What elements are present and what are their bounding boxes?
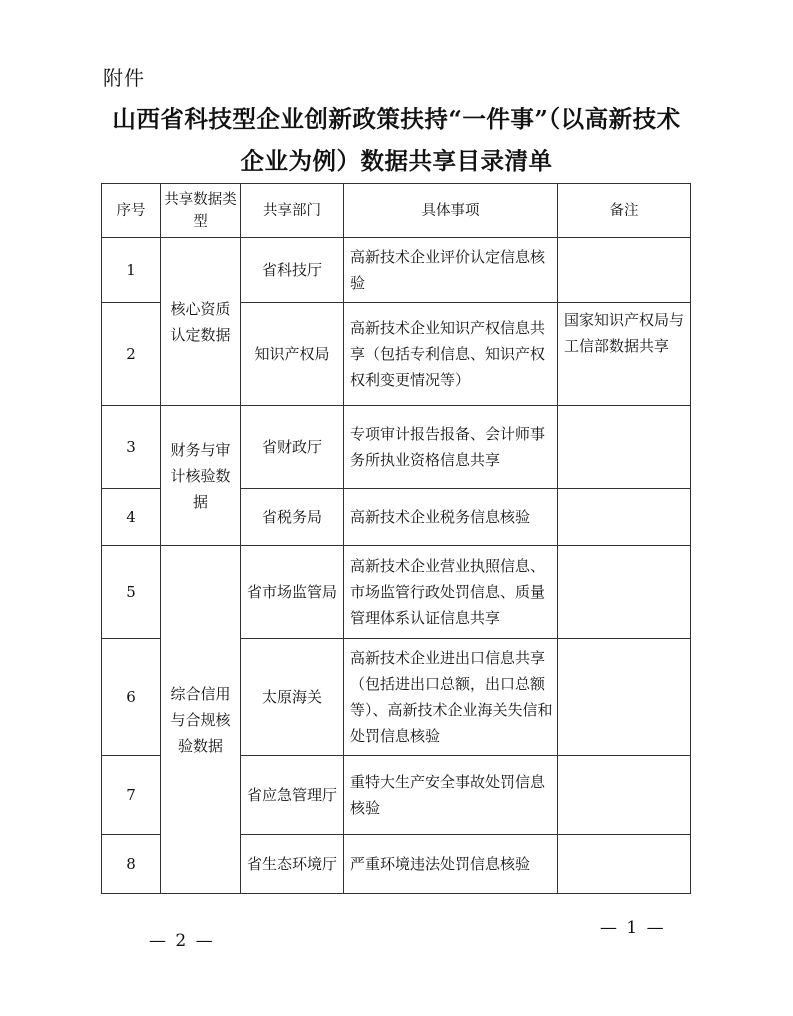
- data-type-group: 综合信用与合规核验数据: [161, 546, 241, 894]
- row-item: 严重环境违法处罚信息核验: [344, 835, 558, 894]
- row-note: [558, 406, 691, 489]
- row-dept: 省应急管理厅: [241, 756, 344, 835]
- row-dept: 省税务局: [241, 489, 344, 546]
- row-num: 6: [102, 639, 161, 756]
- document-title: [100, 98, 693, 182]
- row-note: [558, 546, 691, 639]
- attachment-label: 附件: [103, 66, 145, 90]
- table-row: [102, 546, 691, 639]
- row-num: 4: [102, 489, 161, 546]
- row-dept: 省生态环境厅: [241, 835, 344, 894]
- row-item: 高新技术企业知识产权信息共享（包括专利信息、知识产权权利变更情况等）: [344, 303, 558, 406]
- data-sharing-catalog-table: [101, 183, 691, 894]
- row-note: [558, 639, 691, 756]
- page-number-left: — 2 —: [149, 931, 215, 951]
- row-dept: 省市场监管局: [241, 546, 344, 639]
- table-row: [102, 238, 691, 303]
- row-note: [558, 756, 691, 835]
- page-number-right: — 1 —: [600, 918, 666, 938]
- header-dept: 共享部门: [241, 184, 344, 238]
- row-item: 高新技术企业税务信息核验: [344, 489, 558, 546]
- row-num: 3: [102, 406, 161, 489]
- row-dept: 太原海关: [241, 639, 344, 756]
- header-note: 备注: [558, 184, 691, 238]
- row-dept: 省科技厅: [241, 238, 344, 303]
- row-note: [558, 238, 691, 303]
- row-note: 国家知识产权局与工信部数据共享: [558, 303, 691, 406]
- title-line-2: 企业为例）数据共享目录清单: [240, 147, 553, 175]
- header-item: 具体事项: [344, 184, 558, 238]
- row-note: [558, 835, 691, 894]
- row-item: 高新技术企业进出口信息共享（包括进出口总额，出口总额等）、高新技术企业海关失信和处罚信息核验: [344, 639, 558, 756]
- row-dept: 省财政厅: [241, 406, 344, 489]
- table-header-row: [102, 184, 691, 238]
- row-num: 2: [102, 303, 161, 406]
- data-type-group: 财务与审计核验数据: [161, 406, 241, 546]
- row-item: 高新技术企业营业执照信息、市场监管行政处罚信息、质量管理体系认证信息共享: [344, 546, 558, 639]
- row-item: 高新技术企业评价认定信息核验: [344, 238, 558, 303]
- row-num: 8: [102, 835, 161, 894]
- row-num: 5: [102, 546, 161, 639]
- row-num: 1: [102, 238, 161, 303]
- row-note: [558, 489, 691, 546]
- row-dept: 知识产权局: [241, 303, 344, 406]
- row-item: 重特大生产安全事故处罚信息核验: [344, 756, 558, 835]
- table-row: [102, 406, 691, 489]
- row-item: 专项审计报告报备、会计师事务所执业资格信息共享: [344, 406, 558, 489]
- header-num: 序号: [102, 184, 161, 238]
- data-type-group: 核心资质认定数据: [161, 238, 241, 406]
- title-line-1: 山西省科技型企业创新政策扶持“一件事”（以高新技术: [112, 105, 681, 133]
- header-type: 共享数据类型: [161, 184, 241, 238]
- row-num: 7: [102, 756, 161, 835]
